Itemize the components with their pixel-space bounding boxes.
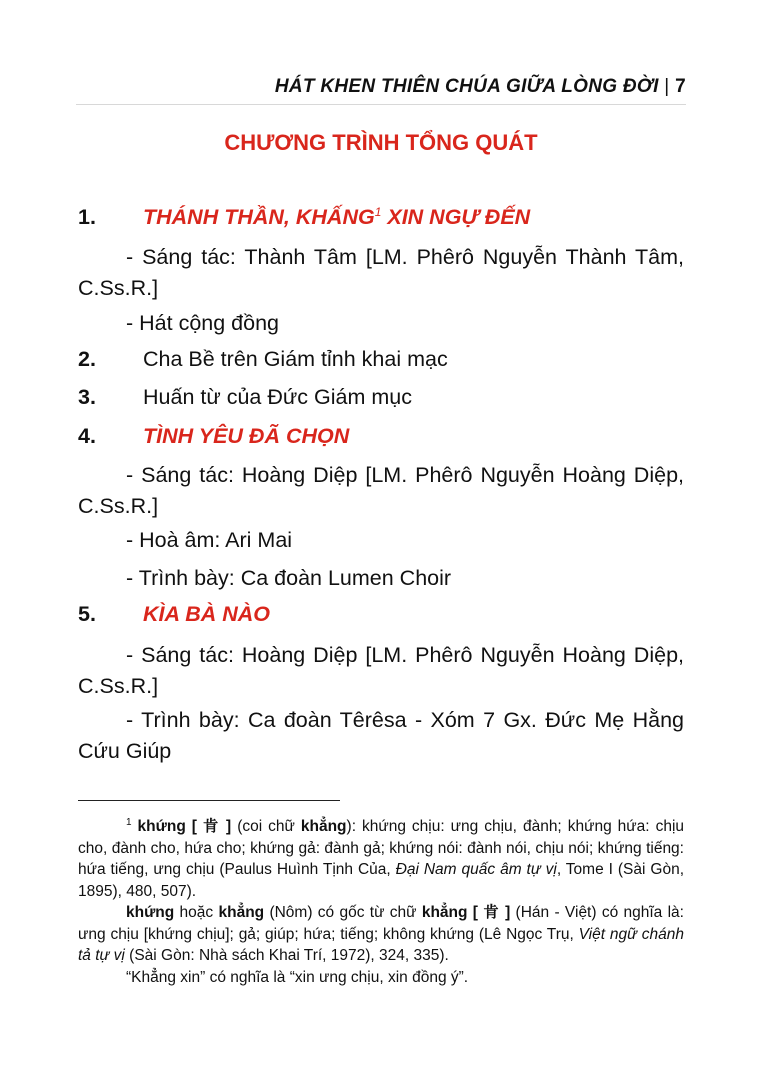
page-number: 7 — [675, 76, 686, 97]
footnote-ref: 1 — [374, 205, 382, 219]
item-number: 1. — [78, 205, 96, 229]
footnote-text: (Sài Gòn: Nhà sách Khai Trí, 1972), 324, 335). — [124, 947, 449, 965]
item-number: 5. — [78, 602, 96, 626]
item-detail: - Hát cộng đồng — [126, 311, 279, 335]
footnote-paragraph — [78, 902, 684, 967]
footnote-text: , Tome I (Sài Gòn, 1895), 480, 507). — [78, 861, 684, 900]
item-number: 2. — [78, 347, 96, 371]
footnote-term: khứng [ 肯 ] — [137, 818, 232, 836]
footnote-text: (coi chữ — [231, 818, 301, 836]
page-title: CHƯƠNG TRÌNH TỔNG QUÁT — [224, 130, 538, 155]
item-detail: - Trình bày: Ca đoàn Têrêsa - Xóm 7 Gx. Đức Mẹ Hằng Cứu Giúp — [78, 708, 684, 763]
footnote-mark: 1 — [126, 817, 132, 828]
footnote-text: ): khứng chịu: ưng chịu, đành; khứng hứa: chịu cho, đành cho, hứa cho; khứng gả: đành gả; khứng nói: đành nói, chịu nói; khứng tiếng: hứa tiếng, ưng chịu (Paulus Huình Tịnh Của, — [78, 818, 685, 879]
footnote-term: khẳng — [218, 904, 265, 922]
running-header — [76, 76, 686, 98]
item-heading: KÌA BÀ NÀO — [143, 602, 271, 626]
footnote-divider — [78, 800, 340, 801]
footnote — [78, 812, 684, 988]
item-text: Huấn từ của Đức Giám mục — [143, 385, 412, 409]
footnote-term: khứng — [126, 904, 175, 922]
item-text: Cha Bề trên Giám tỉnh khai mạc — [143, 347, 448, 371]
item-detail: - Hoà âm: Ari Mai — [126, 528, 293, 552]
heading-part: XIN NGỰ ĐẾN — [381, 205, 531, 230]
item-detail: - Trình bày: Ca đoàn Lumen Choir — [126, 566, 452, 590]
footnote-paragraph — [78, 812, 684, 902]
item-heading: TÌNH YÊU ĐÃ CHỌN — [143, 424, 350, 448]
footnote-book-title: Đại Nam quấc âm tự vị — [395, 861, 557, 879]
item-number: 3. — [78, 385, 96, 409]
footnote-text: (Nôm) có gốc từ chữ — [264, 904, 422, 922]
running-title: HÁT KHEN THIÊN CHÚA GIỮA LÒNG ĐỜI — [274, 76, 659, 97]
footnote-book-title: Việt ngữ chánh tả tự vị — [78, 925, 684, 965]
footnote-term: khẳng — [300, 818, 347, 836]
heading-part: THÁNH THẦN, KHẤNG — [143, 205, 375, 230]
header-separator: | — [664, 76, 670, 97]
item-heading — [143, 205, 530, 230]
footnote-term: khẳng [ 肯 ] — [421, 904, 511, 922]
item-detail: - Sáng tác: Hoàng Diệp [LM. Phêrô Nguyễn Hoàng Diệp, C.Ss.R.] — [78, 463, 684, 518]
item-number: 4. — [78, 424, 96, 448]
footnote-text: hoặc — [174, 904, 219, 922]
footnote-text: (Hán - Việt) có nghĩa là: ưng chịu [khứng chịu]; gả; giúp; hứa; tiếng; không khứng (Lê Ngọc Trụ, — [78, 904, 684, 943]
footnote-paragraph: “Khẳng xin” có nghĩa là “xin ưng chịu, xin đồng ý”. — [126, 968, 469, 986]
item-detail: - Sáng tác: Thành Tâm [LM. Phêrô Nguyễn Thành Tâm, C.Ss.R.] — [78, 245, 684, 300]
item-detail: - Sáng tác: Hoàng Diệp [LM. Phêrô Nguyễn Hoàng Diệp, C.Ss.R.] — [78, 643, 684, 698]
header-divider — [76, 104, 686, 105]
